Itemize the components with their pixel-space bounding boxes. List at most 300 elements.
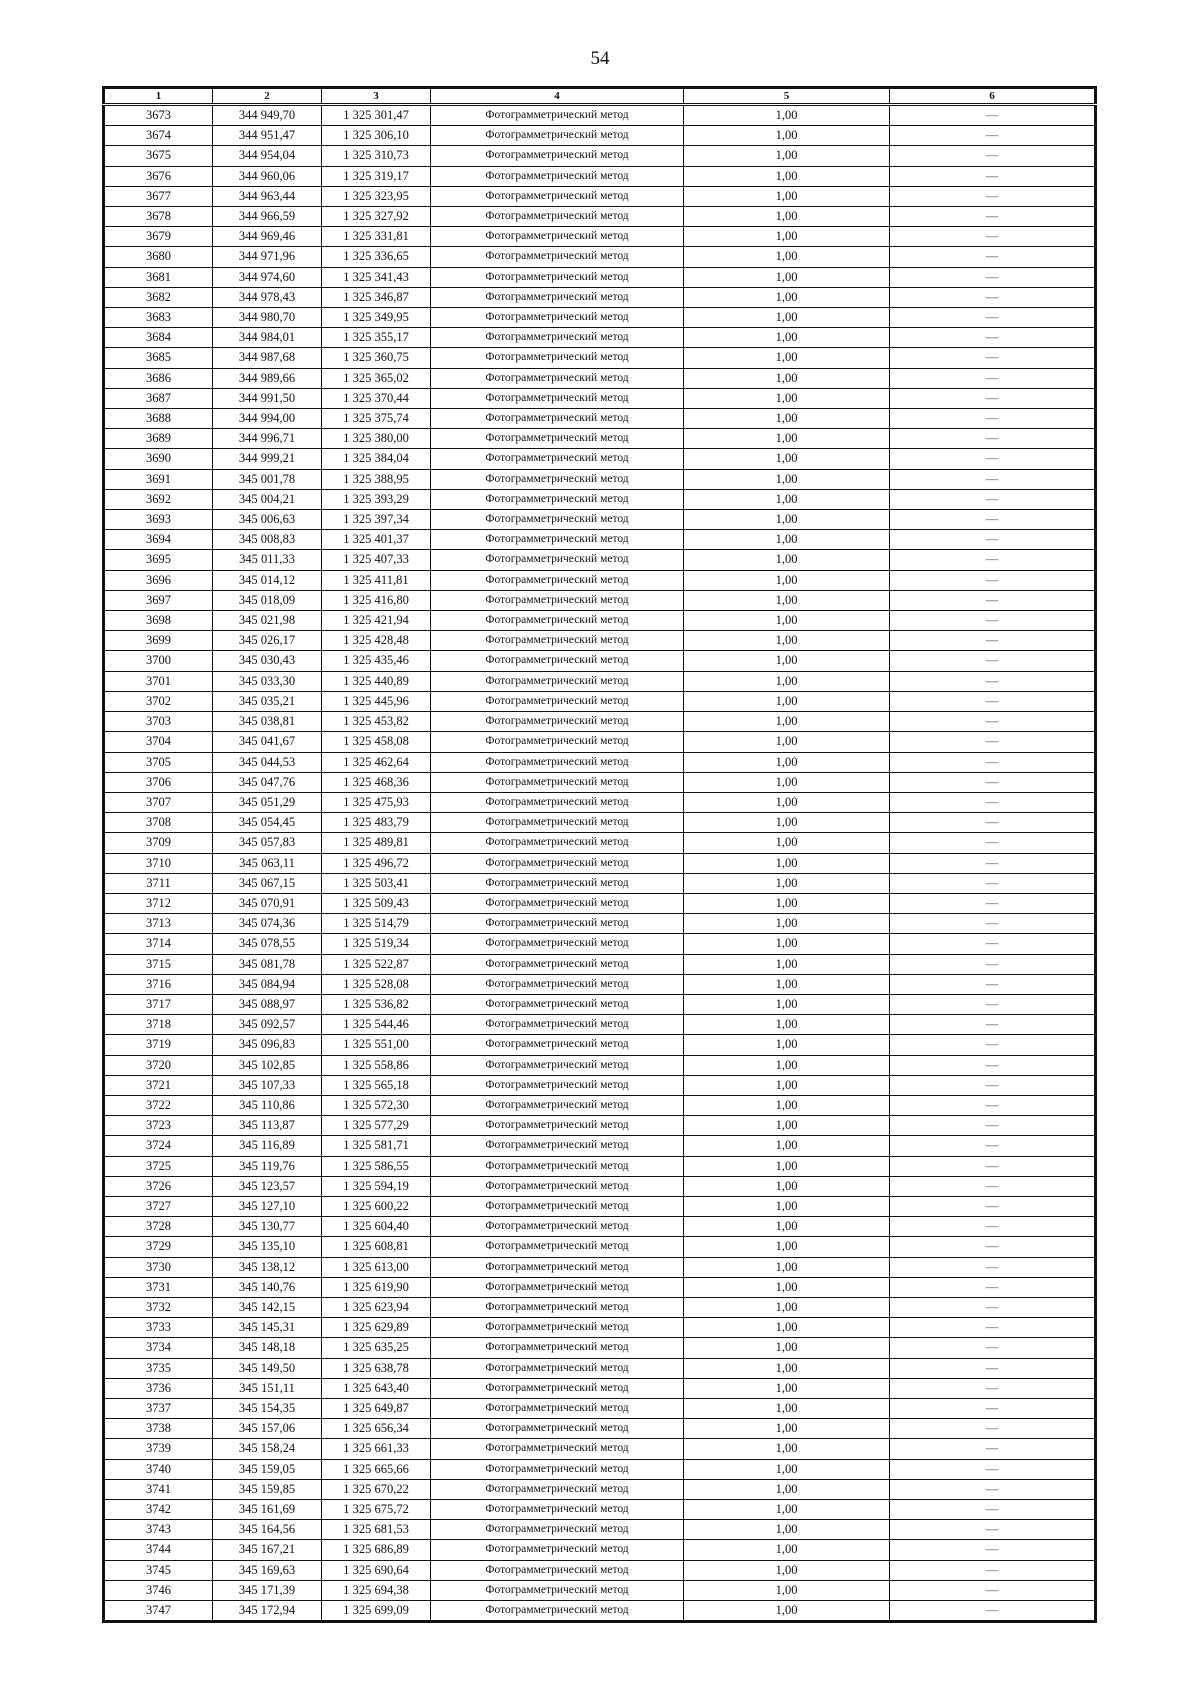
note-cell: — xyxy=(890,1116,1096,1136)
y-coordinate-cell: 1 325 661,33 xyxy=(322,1439,431,1459)
x-coordinate-cell: 345 057,83 xyxy=(213,833,322,853)
y-coordinate-cell: 1 325 643,40 xyxy=(322,1378,431,1398)
point-number-cell: 3685 xyxy=(104,348,213,368)
x-coordinate-cell: 345 130,77 xyxy=(213,1217,322,1237)
table-row xyxy=(104,712,1096,732)
accuracy-cell: 1,00 xyxy=(684,126,890,146)
method-cell: Фотограмметрический метод xyxy=(431,1439,684,1459)
accuracy-cell: 1,00 xyxy=(684,287,890,307)
point-number-cell: 3732 xyxy=(104,1297,213,1317)
note-cell: — xyxy=(890,934,1096,954)
method-cell: Фотограмметрический метод xyxy=(431,1116,684,1136)
table-row xyxy=(104,833,1096,853)
point-number-cell: 3696 xyxy=(104,570,213,590)
x-coordinate-cell: 345 159,05 xyxy=(213,1459,322,1479)
y-coordinate-cell: 1 325 690,64 xyxy=(322,1560,431,1580)
method-cell: Фотограмметрический метод xyxy=(431,510,684,530)
method-cell: Фотограмметрический метод xyxy=(431,1055,684,1075)
y-coordinate-cell: 1 325 428,48 xyxy=(322,631,431,651)
y-coordinate-cell: 1 325 656,34 xyxy=(322,1419,431,1439)
accuracy-cell: 1,00 xyxy=(684,934,890,954)
table-row xyxy=(104,893,1096,913)
y-coordinate-cell: 1 325 594,19 xyxy=(322,1176,431,1196)
accuracy-cell: 1,00 xyxy=(684,1358,890,1378)
y-coordinate-cell: 1 325 635,25 xyxy=(322,1338,431,1358)
y-coordinate-cell: 1 325 306,10 xyxy=(322,126,431,146)
table-row xyxy=(104,1116,1096,1136)
method-cell: Фотограмметрический метод xyxy=(431,772,684,792)
point-number-cell: 3702 xyxy=(104,691,213,711)
method-cell: Фотограмметрический метод xyxy=(431,1479,684,1499)
point-number-cell: 3729 xyxy=(104,1237,213,1257)
point-number-cell: 3697 xyxy=(104,590,213,610)
x-coordinate-cell: 345 070,91 xyxy=(213,893,322,913)
accuracy-cell: 1,00 xyxy=(684,1500,890,1520)
method-cell: Фотограмметрический метод xyxy=(431,1601,684,1622)
x-coordinate-cell: 345 172,94 xyxy=(213,1601,322,1622)
method-cell: Фотограмметрический метод xyxy=(431,893,684,913)
y-coordinate-cell: 1 325 536,82 xyxy=(322,994,431,1014)
y-coordinate-cell: 1 325 483,79 xyxy=(322,813,431,833)
method-cell: Фотограмметрический метод xyxy=(431,833,684,853)
point-number-cell: 3719 xyxy=(104,1035,213,1055)
method-cell: Фотограмметрический метод xyxy=(431,1196,684,1216)
accuracy-cell: 1,00 xyxy=(684,732,890,752)
x-coordinate-cell: 345 004,21 xyxy=(213,489,322,509)
method-cell: Фотограмметрический метод xyxy=(431,328,684,348)
accuracy-cell: 1,00 xyxy=(684,590,890,610)
method-cell: Фотограмметрический метод xyxy=(431,530,684,550)
table-row xyxy=(104,732,1096,752)
x-coordinate-cell: 345 154,35 xyxy=(213,1399,322,1419)
table-row xyxy=(104,1196,1096,1216)
y-coordinate-cell: 1 325 468,36 xyxy=(322,772,431,792)
method-cell: Фотограмметрический метод xyxy=(431,712,684,732)
x-coordinate-cell: 344 949,70 xyxy=(213,105,322,126)
table-row xyxy=(104,1459,1096,1479)
accuracy-cell: 1,00 xyxy=(684,429,890,449)
y-coordinate-cell: 1 325 489,81 xyxy=(322,833,431,853)
note-cell: — xyxy=(890,914,1096,934)
y-coordinate-cell: 1 325 604,40 xyxy=(322,1217,431,1237)
note-cell: — xyxy=(890,1500,1096,1520)
method-cell: Фотограмметрический метод xyxy=(431,792,684,812)
x-coordinate-cell: 345 140,76 xyxy=(213,1277,322,1297)
y-coordinate-cell: 1 325 638,78 xyxy=(322,1358,431,1378)
point-number-cell: 3730 xyxy=(104,1257,213,1277)
x-coordinate-cell: 344 966,59 xyxy=(213,207,322,227)
column-header-1: 1 xyxy=(104,88,213,105)
table-row xyxy=(104,1318,1096,1338)
x-coordinate-cell: 345 018,09 xyxy=(213,590,322,610)
x-coordinate-cell: 345 011,33 xyxy=(213,550,322,570)
point-number-cell: 3703 xyxy=(104,712,213,732)
table-row xyxy=(104,1500,1096,1520)
y-coordinate-cell: 1 325 401,37 xyxy=(322,530,431,550)
y-coordinate-cell: 1 325 327,92 xyxy=(322,207,431,227)
point-number-cell: 3687 xyxy=(104,388,213,408)
point-number-cell: 3723 xyxy=(104,1116,213,1136)
method-cell: Фотограмметрический метод xyxy=(431,1176,684,1196)
x-coordinate-cell: 345 145,31 xyxy=(213,1318,322,1338)
method-cell: Фотограмметрический метод xyxy=(431,1075,684,1095)
x-coordinate-cell: 345 030,43 xyxy=(213,651,322,671)
y-coordinate-cell: 1 325 453,82 xyxy=(322,712,431,732)
point-number-cell: 3715 xyxy=(104,954,213,974)
point-number-cell: 3683 xyxy=(104,308,213,328)
note-cell: — xyxy=(890,893,1096,913)
point-number-cell: 3734 xyxy=(104,1338,213,1358)
x-coordinate-cell: 345 142,15 xyxy=(213,1297,322,1317)
x-coordinate-cell: 345 063,11 xyxy=(213,853,322,873)
accuracy-cell: 1,00 xyxy=(684,1338,890,1358)
accuracy-cell: 1,00 xyxy=(684,409,890,429)
method-cell: Фотограмметрический метод xyxy=(431,1156,684,1176)
point-number-cell: 3711 xyxy=(104,873,213,893)
table-row xyxy=(104,1540,1096,1560)
page-number: 54 xyxy=(590,48,610,69)
note-cell: — xyxy=(890,1399,1096,1419)
point-number-cell: 3739 xyxy=(104,1439,213,1459)
method-cell: Фотограмметрический метод xyxy=(431,813,684,833)
y-coordinate-cell: 1 325 411,81 xyxy=(322,570,431,590)
accuracy-cell: 1,00 xyxy=(684,510,890,530)
x-coordinate-cell: 345 047,76 xyxy=(213,772,322,792)
table-row xyxy=(104,166,1096,186)
note-cell: — xyxy=(890,1136,1096,1156)
y-coordinate-cell: 1 325 349,95 xyxy=(322,308,431,328)
accuracy-cell: 1,00 xyxy=(684,207,890,227)
y-coordinate-cell: 1 325 629,89 xyxy=(322,1318,431,1338)
y-coordinate-cell: 1 325 323,95 xyxy=(322,186,431,206)
accuracy-cell: 1,00 xyxy=(684,1237,890,1257)
table-row xyxy=(104,469,1096,489)
method-cell: Фотограмметрический метод xyxy=(431,853,684,873)
accuracy-cell: 1,00 xyxy=(684,530,890,550)
note-cell: — xyxy=(890,1560,1096,1580)
method-cell: Фотограмметрический метод xyxy=(431,732,684,752)
table-row xyxy=(104,1237,1096,1257)
note-cell: — xyxy=(890,1580,1096,1600)
y-coordinate-cell: 1 325 435,46 xyxy=(322,651,431,671)
table-row xyxy=(104,1297,1096,1317)
x-coordinate-cell: 345 167,21 xyxy=(213,1540,322,1560)
accuracy-cell: 1,00 xyxy=(684,1439,890,1459)
y-coordinate-cell: 1 325 375,74 xyxy=(322,409,431,429)
y-coordinate-cell: 1 325 694,38 xyxy=(322,1580,431,1600)
note-cell: — xyxy=(890,449,1096,469)
x-coordinate-cell: 345 110,86 xyxy=(213,1095,322,1115)
method-cell: Фотограмметрический метод xyxy=(431,1500,684,1520)
table-row xyxy=(104,1257,1096,1277)
accuracy-cell: 1,00 xyxy=(684,105,890,126)
point-number-cell: 3728 xyxy=(104,1217,213,1237)
note-cell: — xyxy=(890,1055,1096,1075)
accuracy-cell: 1,00 xyxy=(684,1297,890,1317)
x-coordinate-cell: 345 164,56 xyxy=(213,1520,322,1540)
point-number-cell: 3679 xyxy=(104,227,213,247)
method-cell: Фотограмметрический метод xyxy=(431,1419,684,1439)
y-coordinate-cell: 1 325 619,90 xyxy=(322,1277,431,1297)
method-cell: Фотограмметрический метод xyxy=(431,1580,684,1600)
method-cell: Фотограмметрический метод xyxy=(431,914,684,934)
note-cell: — xyxy=(890,792,1096,812)
x-coordinate-cell: 345 138,12 xyxy=(213,1257,322,1277)
note-cell: — xyxy=(890,166,1096,186)
x-coordinate-cell: 345 044,53 xyxy=(213,752,322,772)
table-row xyxy=(104,974,1096,994)
point-number-cell: 3706 xyxy=(104,772,213,792)
table-row xyxy=(104,873,1096,893)
method-cell: Фотограмметрический метод xyxy=(431,1318,684,1338)
table-row xyxy=(104,1156,1096,1176)
x-coordinate-cell: 344 987,68 xyxy=(213,348,322,368)
table-row xyxy=(104,1095,1096,1115)
accuracy-cell: 1,00 xyxy=(684,368,890,388)
accuracy-cell: 1,00 xyxy=(684,853,890,873)
note-cell: — xyxy=(890,570,1096,590)
y-coordinate-cell: 1 325 577,29 xyxy=(322,1116,431,1136)
table-row xyxy=(104,954,1096,974)
note-cell: — xyxy=(890,1257,1096,1277)
y-coordinate-cell: 1 325 586,55 xyxy=(322,1156,431,1176)
table-row xyxy=(104,1419,1096,1439)
y-coordinate-cell: 1 325 445,96 xyxy=(322,691,431,711)
accuracy-cell: 1,00 xyxy=(684,186,890,206)
accuracy-cell: 1,00 xyxy=(684,328,890,348)
y-coordinate-cell: 1 325 572,30 xyxy=(322,1095,431,1115)
method-cell: Фотограмметрический метод xyxy=(431,651,684,671)
table-row xyxy=(104,631,1096,651)
y-coordinate-cell: 1 325 346,87 xyxy=(322,287,431,307)
accuracy-cell: 1,00 xyxy=(684,651,890,671)
point-number-cell: 3700 xyxy=(104,651,213,671)
method-cell: Фотограмметрический метод xyxy=(431,207,684,227)
accuracy-cell: 1,00 xyxy=(684,893,890,913)
table-row xyxy=(104,1479,1096,1499)
y-coordinate-cell: 1 325 675,72 xyxy=(322,1500,431,1520)
accuracy-cell: 1,00 xyxy=(684,631,890,651)
table-row xyxy=(104,611,1096,631)
accuracy-cell: 1,00 xyxy=(684,227,890,247)
y-coordinate-cell: 1 325 360,75 xyxy=(322,348,431,368)
point-number-cell: 3726 xyxy=(104,1176,213,1196)
note-cell: — xyxy=(890,1601,1096,1622)
table-row xyxy=(104,550,1096,570)
accuracy-cell: 1,00 xyxy=(684,813,890,833)
y-coordinate-cell: 1 325 623,94 xyxy=(322,1297,431,1317)
point-number-cell: 3744 xyxy=(104,1540,213,1560)
note-cell: — xyxy=(890,1297,1096,1317)
note-cell: — xyxy=(890,1540,1096,1560)
table-row xyxy=(104,914,1096,934)
note-cell: — xyxy=(890,489,1096,509)
point-number-cell: 3686 xyxy=(104,368,213,388)
x-coordinate-cell: 344 989,66 xyxy=(213,368,322,388)
table-row xyxy=(104,146,1096,166)
y-coordinate-cell: 1 325 407,33 xyxy=(322,550,431,570)
accuracy-cell: 1,00 xyxy=(684,611,890,631)
y-coordinate-cell: 1 325 681,53 xyxy=(322,1520,431,1540)
note-cell: — xyxy=(890,368,1096,388)
method-cell: Фотограмметрический метод xyxy=(431,126,684,146)
method-cell: Фотограмметрический метод xyxy=(431,388,684,408)
method-cell: Фотограмметрический метод xyxy=(431,186,684,206)
note-cell: — xyxy=(890,833,1096,853)
x-coordinate-cell: 345 102,85 xyxy=(213,1055,322,1075)
note-cell: — xyxy=(890,227,1096,247)
method-cell: Фотограмметрический метод xyxy=(431,429,684,449)
y-coordinate-cell: 1 325 365,02 xyxy=(322,368,431,388)
note-cell: — xyxy=(890,247,1096,267)
table-row xyxy=(104,105,1096,126)
point-number-cell: 3710 xyxy=(104,853,213,873)
note-cell: — xyxy=(890,1439,1096,1459)
note-cell: — xyxy=(890,671,1096,691)
table-row xyxy=(104,1378,1096,1398)
accuracy-cell: 1,00 xyxy=(684,1419,890,1439)
method-cell: Фотограмметрический метод xyxy=(431,287,684,307)
y-coordinate-cell: 1 325 370,44 xyxy=(322,388,431,408)
table-body xyxy=(104,105,1096,1622)
x-coordinate-cell: 345 001,78 xyxy=(213,469,322,489)
x-coordinate-cell: 345 096,83 xyxy=(213,1035,322,1055)
method-cell: Фотограмметрический метод xyxy=(431,671,684,691)
x-coordinate-cell: 345 084,94 xyxy=(213,974,322,994)
point-number-cell: 3692 xyxy=(104,489,213,509)
y-coordinate-cell: 1 325 462,64 xyxy=(322,752,431,772)
y-coordinate-cell: 1 325 458,08 xyxy=(322,732,431,752)
table-row xyxy=(104,348,1096,368)
accuracy-cell: 1,00 xyxy=(684,1277,890,1297)
note-cell: — xyxy=(890,691,1096,711)
point-number-cell: 3722 xyxy=(104,1095,213,1115)
y-coordinate-cell: 1 325 613,00 xyxy=(322,1257,431,1277)
point-number-cell: 3675 xyxy=(104,146,213,166)
point-number-cell: 3674 xyxy=(104,126,213,146)
point-number-cell: 3724 xyxy=(104,1136,213,1156)
method-cell: Фотограмметрический метод xyxy=(431,1237,684,1257)
note-cell: — xyxy=(890,752,1096,772)
accuracy-cell: 1,00 xyxy=(684,974,890,994)
method-cell: Фотограмметрический метод xyxy=(431,1277,684,1297)
accuracy-cell: 1,00 xyxy=(684,1116,890,1136)
note-cell: — xyxy=(890,429,1096,449)
x-coordinate-cell: 344 960,06 xyxy=(213,166,322,186)
y-coordinate-cell: 1 325 522,87 xyxy=(322,954,431,974)
method-cell: Фотограмметрический метод xyxy=(431,348,684,368)
accuracy-cell: 1,00 xyxy=(684,570,890,590)
accuracy-cell: 1,00 xyxy=(684,1560,890,1580)
point-number-cell: 3693 xyxy=(104,510,213,530)
method-cell: Фотограмметрический метод xyxy=(431,1015,684,1035)
y-coordinate-cell: 1 325 393,29 xyxy=(322,489,431,509)
y-coordinate-cell: 1 325 670,22 xyxy=(322,1479,431,1499)
accuracy-cell: 1,00 xyxy=(684,1601,890,1622)
point-number-cell: 3746 xyxy=(104,1580,213,1600)
table-row xyxy=(104,1580,1096,1600)
method-cell: Фотограмметрический метод xyxy=(431,469,684,489)
accuracy-cell: 1,00 xyxy=(684,691,890,711)
table-row xyxy=(104,1015,1096,1035)
accuracy-cell: 1,00 xyxy=(684,671,890,691)
note-cell: — xyxy=(890,651,1096,671)
table-row xyxy=(104,772,1096,792)
method-cell: Фотограмметрический метод xyxy=(431,1520,684,1540)
table-row xyxy=(104,1601,1096,1622)
y-coordinate-cell: 1 325 416,80 xyxy=(322,590,431,610)
note-cell: — xyxy=(890,1095,1096,1115)
note-cell: — xyxy=(890,530,1096,550)
point-number-cell: 3694 xyxy=(104,530,213,550)
method-cell: Фотограмметрический метод xyxy=(431,1338,684,1358)
table-row xyxy=(104,1560,1096,1580)
accuracy-cell: 1,00 xyxy=(684,792,890,812)
x-coordinate-cell: 345 157,06 xyxy=(213,1419,322,1439)
x-coordinate-cell: 345 035,21 xyxy=(213,691,322,711)
method-cell: Фотограмметрический метод xyxy=(431,267,684,287)
method-cell: Фотограмметрический метод xyxy=(431,994,684,1014)
point-number-cell: 3742 xyxy=(104,1500,213,1520)
table-row xyxy=(104,1439,1096,1459)
accuracy-cell: 1,00 xyxy=(684,1399,890,1419)
method-cell: Фотограмметрический метод xyxy=(431,873,684,893)
table-row xyxy=(104,1136,1096,1156)
point-number-cell: 3737 xyxy=(104,1399,213,1419)
method-cell: Фотограмметрический метод xyxy=(431,1378,684,1398)
accuracy-cell: 1,00 xyxy=(684,1479,890,1499)
accuracy-cell: 1,00 xyxy=(684,1075,890,1095)
point-number-cell: 3678 xyxy=(104,207,213,227)
point-number-cell: 3725 xyxy=(104,1156,213,1176)
table-row xyxy=(104,530,1096,550)
accuracy-cell: 1,00 xyxy=(684,388,890,408)
point-number-cell: 3688 xyxy=(104,409,213,429)
point-number-cell: 3745 xyxy=(104,1560,213,1580)
method-cell: Фотограмметрический метод xyxy=(431,752,684,772)
note-cell: — xyxy=(890,308,1096,328)
method-cell: Фотограмметрический метод xyxy=(431,1136,684,1156)
point-number-cell: 3701 xyxy=(104,671,213,691)
accuracy-cell: 1,00 xyxy=(684,833,890,853)
y-coordinate-cell: 1 325 397,34 xyxy=(322,510,431,530)
method-cell: Фотограмметрический метод xyxy=(431,1540,684,1560)
accuracy-cell: 1,00 xyxy=(684,1257,890,1277)
note-cell: — xyxy=(890,1196,1096,1216)
method-cell: Фотограмметрический метод xyxy=(431,227,684,247)
point-number-cell: 3743 xyxy=(104,1520,213,1540)
x-coordinate-cell: 345 123,57 xyxy=(213,1176,322,1196)
x-coordinate-cell: 344 978,43 xyxy=(213,287,322,307)
point-number-cell: 3720 xyxy=(104,1055,213,1075)
y-coordinate-cell: 1 325 608,81 xyxy=(322,1237,431,1257)
table-row xyxy=(104,671,1096,691)
point-number-cell: 3736 xyxy=(104,1378,213,1398)
note-cell: — xyxy=(890,813,1096,833)
note-cell: — xyxy=(890,1419,1096,1439)
point-number-cell: 3682 xyxy=(104,287,213,307)
note-cell: — xyxy=(890,388,1096,408)
accuracy-cell: 1,00 xyxy=(684,994,890,1014)
accuracy-cell: 1,00 xyxy=(684,1196,890,1216)
x-coordinate-cell: 345 078,55 xyxy=(213,934,322,954)
table-row xyxy=(104,489,1096,509)
accuracy-cell: 1,00 xyxy=(684,914,890,934)
x-coordinate-cell: 344 974,60 xyxy=(213,267,322,287)
point-number-cell: 3712 xyxy=(104,893,213,913)
table-row xyxy=(104,449,1096,469)
note-cell: — xyxy=(890,631,1096,651)
